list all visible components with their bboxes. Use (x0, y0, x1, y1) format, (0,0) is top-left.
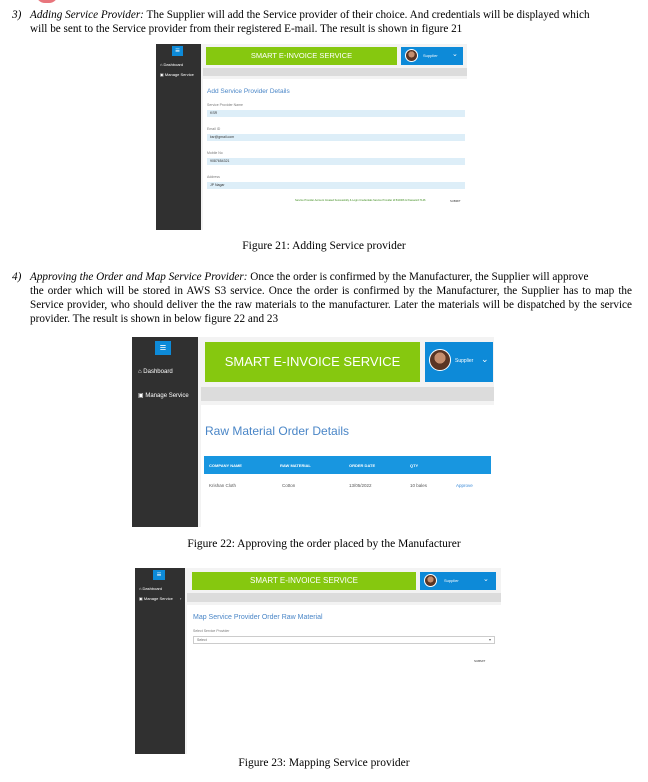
approve-link[interactable]: Approve (456, 483, 473, 488)
chevron-down-icon: ▾ (488, 637, 491, 642)
cell-company: Krishan Cloth (209, 483, 237, 488)
item3-paragraph (12, 8, 632, 36)
app-banner: SMART E-INVOICE SERVICE (206, 47, 397, 65)
sidebar (156, 44, 201, 230)
item4-number: 4) (12, 271, 22, 283)
item4-text-line1: Once the order is confirmed by the Manufacturer, the Supplier will approve (247, 271, 589, 283)
avatar (424, 574, 437, 587)
service-provider-select[interactable] (193, 636, 495, 644)
user-label: Supplier (423, 53, 438, 58)
dashboard-icon: ⌂ (160, 62, 163, 67)
card-title: Map Service Provider Order Raw Material (193, 614, 323, 621)
field-label: Service Provider Name (207, 103, 243, 107)
map-service-provider-card (187, 605, 501, 754)
menu-icon[interactable]: ≡ (172, 46, 183, 56)
success-message: Service Provider Account Created Successfully & Login Credentials Service Provider Id:510006 & Password:7146 (295, 199, 426, 202)
card-title: Raw Material Order Details (205, 424, 350, 438)
item3-text-line1: The Supplier will add the Service provider of their choice. And credentials will be displayed which (143, 9, 590, 21)
chevron-down-icon: ⌄ (452, 51, 458, 58)
item3-number: 3) (12, 9, 22, 21)
menu-icon[interactable]: ≡ (155, 341, 171, 355)
item4-text-rest: the order which will be stored in AWS S3 service. Once the order is confirmed by the Manufacturer, the Supplier has to map the Service provider, who should deliver the the raw materials to the manufacturer. Later the materials will be dispatched by the service provider. The result is shown in below figure 22 and 23 (30, 285, 632, 325)
email-input[interactable]: ksr@gmail.com (207, 134, 465, 141)
item4-paragraph (12, 270, 632, 326)
chevron-down-icon: ⌄ (481, 354, 489, 364)
figure-21-caption: Figure 21: Adding Service provider (242, 240, 406, 252)
select-value: Select (197, 638, 207, 642)
column-header: RAW MATERIAL (280, 463, 311, 468)
decorative-mark (36, 0, 58, 3)
table-row (204, 479, 491, 493)
avatar (429, 349, 451, 371)
menu-icon[interactable]: ≡ (153, 570, 165, 580)
toolbar-strip (203, 68, 467, 76)
app-banner: SMART E-INVOICE SERVICE (192, 572, 416, 590)
table-header (204, 456, 491, 474)
item4-heading: Approving the Order and Map Service Provider: (30, 271, 248, 283)
sidebar-item-manage-service[interactable]: ▣ Manage Service › (139, 596, 182, 601)
toolbar-strip (201, 387, 494, 401)
avatar (405, 49, 418, 62)
raw-material-card (201, 405, 494, 527)
user-menu[interactable] (401, 47, 463, 65)
sidebar (135, 568, 185, 754)
cell-date: 13/05/2022 (349, 483, 372, 488)
user-menu[interactable] (425, 342, 493, 382)
sidebar-item-dashboard[interactable]: ⌂ Dashboard (139, 586, 163, 591)
chevron-right-icon: › (179, 596, 182, 601)
figure-22-caption: Figure 22: Approving the order placed by the Manufacturer (187, 538, 461, 550)
select-label: Select Service Provider (193, 629, 230, 633)
service-provider-name-input[interactable]: KSR (207, 110, 465, 117)
figure-23-screenshot (135, 568, 501, 754)
column-header: COMPANY NAME (209, 463, 242, 468)
cell-qty: 10 bales (410, 483, 428, 488)
field-label: Email ID (207, 127, 221, 131)
field-label: Address (207, 175, 220, 179)
add-service-provider-card (203, 79, 467, 230)
lock-icon: ▣ (139, 596, 143, 601)
lock-icon: ▣ (138, 393, 144, 399)
sidebar (132, 337, 198, 527)
app-banner: SMART E-INVOICE SERVICE (205, 342, 420, 382)
user-menu[interactable] (420, 572, 496, 590)
sidebar-item-manage-service[interactable]: ▣ Manage Service (160, 72, 194, 77)
figure-21-screenshot (156, 44, 467, 230)
figure-22-screenshot (132, 337, 494, 527)
column-header: ORDER DATE (349, 463, 376, 468)
lock-icon: ▣ (160, 72, 164, 77)
dashboard-icon: ⌂ (138, 369, 142, 375)
mobile-input[interactable]: 9087654321 (207, 158, 465, 165)
figure-23-caption: Figure 23: Mapping Service provider (238, 757, 410, 769)
dashboard-icon: ⌂ (139, 586, 142, 591)
submit-button[interactable]: SUBMIT (474, 659, 486, 663)
item3-heading: Adding Service Provider: (30, 9, 144, 21)
sidebar-item-dashboard[interactable]: ⌂ Dashboard (160, 62, 184, 67)
column-header: QTY (410, 463, 419, 468)
sidebar-item-manage-service[interactable]: ▣ Manage Service (138, 392, 204, 399)
address-input[interactable]: JP Nagar (207, 182, 465, 189)
toolbar-strip (187, 593, 501, 602)
sidebar-item-dashboard[interactable]: ⌂ Dashboard (138, 369, 173, 375)
user-label: Supplier (455, 358, 474, 364)
submit-button[interactable]: SUBMIT (450, 199, 461, 203)
card-title: Add Service Provider Details (207, 88, 290, 95)
chevron-down-icon: ⌄ (483, 576, 489, 583)
item3-text-line2: will be sent to the Service provider from their registered E-mail. The result is shown in figure 21 (30, 23, 463, 35)
cell-material: Cotton (282, 483, 296, 488)
user-label: Supplier (444, 578, 459, 583)
field-label: Mobile No (207, 151, 223, 155)
